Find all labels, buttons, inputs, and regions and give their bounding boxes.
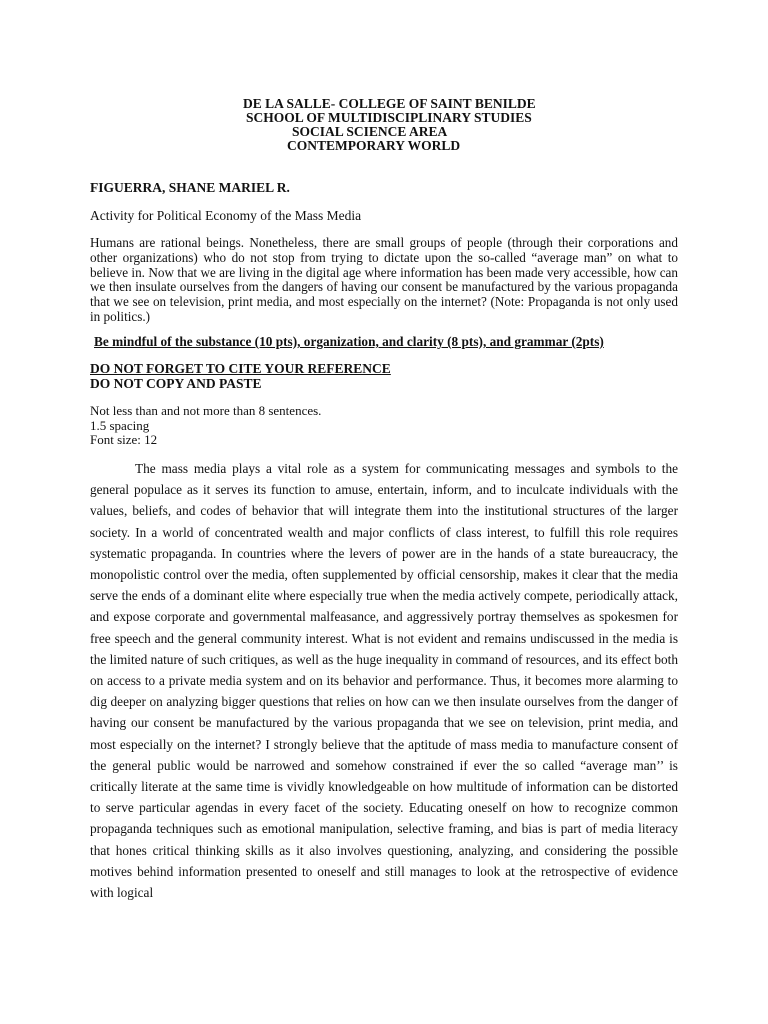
copy-warning: DO NOT COPY AND PASTE [90,376,262,391]
prompt-paragraph: Humans are rational beings. Nonetheless, there are small groups of people (through their corporations and other organizations) who do not stop from trying to dictate upon the so-called “average man” on what to believe in. Now that we are living in the digital age where information has been made very accessible, how can we then insulate ourselves from the dangers of having our consent be manufactured by the various propaganda that we see on television, print media, and most especially on the internet? (Note: Propaganda is not only used in politics.) [90,235,678,324]
requirement-font-size: Font size: 12 [90,432,158,447]
requirement-sentences: Not less than and not more than 8 sentences. [90,403,322,418]
college-name: DE LA SALLE- COLLEGE OF SAINT BENILDE [243,96,536,111]
activity-title: Activity for Political Economy of the Mass Media [90,208,362,223]
area-name: SOCIAL SCIENCE AREA [292,124,448,139]
grading-note: Be mindful of the substance (10 pts), organization, and clarity (8 pts), and grammar (2pts) [94,334,604,349]
student-name: FIGUERRA, SHANE MARIEL R. [90,180,290,195]
course-name: CONTEMPORARY WORLD [287,138,461,153]
requirement-spacing: 1.5 spacing [90,417,150,433]
cite-warning: DO NOT FORGET TO CITE YOUR REFERENCE [90,361,391,376]
essay-body: The mass media plays a vital role as a system for communicating messages and symbols to the general populace as it serves its function to amuse, entertain, inform, and to inculcate individuals with the values, beliefs, and codes of behavior that will integrate them into the institutional structures of the larger society. In a world of concentrated wealth and major conflicts of class interest, to fulfill this role requires systematic propaganda. In countries where the levers of power are in the hands of a state bureaucracy, the monopolistic control over the media, often supplemented by official censorship, makes it clear that the media serve the ends of a dominant elite where especially true when the media actively compete, periodically attack, and expose corporate and governmental malfeasance, and aggressively portray themselves as spokesmen for free speech and the general community interest. What is not evident and remains undiscussed in the media is the limited nature of such critiques, as well as the huge inequality in command of resources, and its effect both on access to a private media system and on its behavior and performance. Thus, it becomes more alarming to dig deeper on analyzing bigger questions that relies on how can we then insulate ourselves from the danger of having our consent be manufactured by the various propaganda that we see on television, print media, and most especially on the internet? I strongly believe that the aptitude of mass media to manufacture consent of the general public would be narrowed and somehow constrained if ever the so called “average man’’ is critically literate at the same time is vividly knowledgeable on how multitude of information can be distorted to serve particular agendas in every facet of the society. Educating oneself on how to recognize common propaganda techniques such as emotional manipulation, selective framing, and bias is part of media literacy that hones critical thinking skills as it also involves questioning, analyzing, and considering the possible motives behind information presented to oneself and still manages to look at the retrospective of evidence with logical [90,461,678,901]
school-name: SCHOOL OF MULTIDISCIPLINARY STUDIES [246,110,532,125]
requirements-list [90,404,321,448]
